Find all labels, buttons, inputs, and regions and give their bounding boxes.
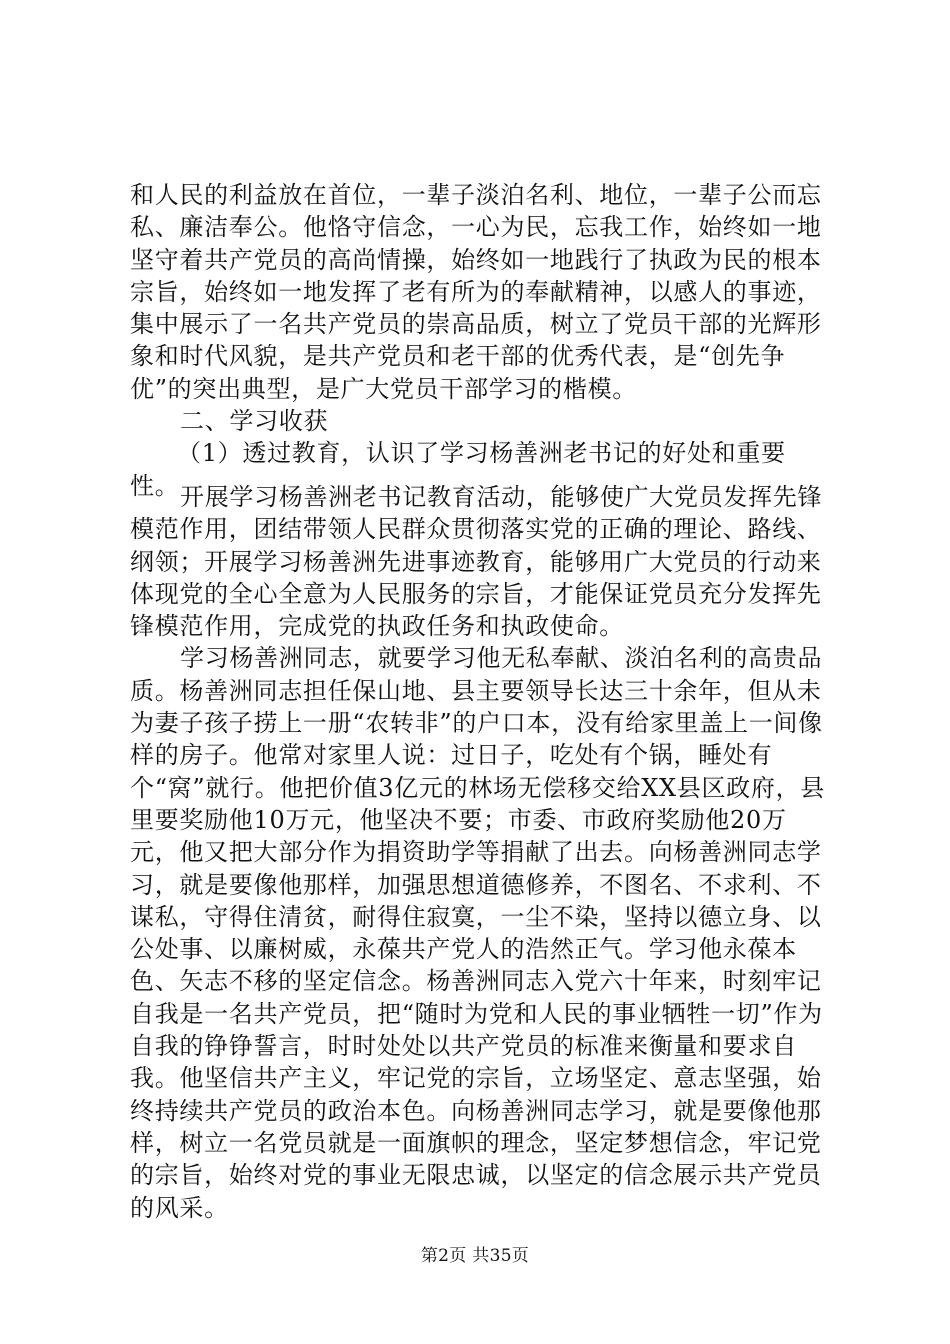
paragraph: 开展学习杨善洲老书记教育活动，能够使广大党员发挥先锋模范作用，团结带领人民群众贯彻落实党的正确的理论、路线、纲领；开展学习杨善洲先进事迹教育，能够用广大党员的行动来体现党的全心全意为人民服务的宗旨，才能保证党员充分发挥先锋模范作用，完成党的执政任务和执政使命。 <box>130 483 823 641</box>
section-heading: 二、学习收获 <box>180 407 329 436</box>
document-body-upper <box>130 179 830 502</box>
paragraph: 学习杨善洲同志，就要学习他无私奉献、淡泊名利的高贵品质。杨善洲同志担任保山地、县主要领导长达三十余年，但从未为妻子孩子捞上一册“农转非”的户口本，没有给家里盖上一间像样的房子。他常对家里人说：过日子，吃处有个锅，睡处有个“窝”就行。他把价值3亿元的林场无偿移交给XX县区政府，县里要奖励他10万元，他坚决不要；市委、市政府奖励他20万元，他又把大部分作为捐资助学等捐献了出去。向杨善洲同志学习，就是要像他那样，加强思想道德修养，不图名、不求利、不谋私，守得住清贫，耐得住寂寞，一尘不染，坚持以德立身、以公处事、以廉树威，永葆共产党人的浩然正气。学习他永葆本色、矢志不移的坚定信念。杨善洲同志入党六十年来，时刻牢记自我是一名共产党员，把“随时为党和人民的事业牺牲一切”作为自我的铮铮誓言，时时处处以共产党员的标准来衡量和要求自我。他坚信共产主义，牢记党的宗旨，立场坚定、意志坚强，始终持续共产党员的政治本色。向杨善洲同志学习，就是要像他那样，树立一名党员就是一面旗帜的理念，坚定梦想信念，牢记党的宗旨，始终对党的事业无限忠诚，以坚定的信念展示共产党员的风采。 <box>130 644 825 1222</box>
document-body-lower <box>130 481 830 1224</box>
subsection-heading: （1）透过教育，认识了学习杨善洲老书记的好处和重要性。 <box>130 439 786 500</box>
page-footer: 第2页 共35页 <box>420 1246 530 1266</box>
paragraph-continuation: 和人民的利益放在首位，一辈子淡泊名利、地位，一辈子公而忘私、廉洁奉公。他恪守信念，一心为民，忘我工作，始终如一地坚守着共产党员的高尚情操，始终如一地践行了执政为民的根本宗旨，始终如一地发挥了老有所为的奉献精神，以感人的事迹，集中展示了一名共产党员的崇高品质，树立了党员干部的光辉形象和时代风貌，是共产党员和老干部的优秀代表，是“创先争优”的突出典型，是广大党员干部学习的楷模。 <box>130 181 822 403</box>
